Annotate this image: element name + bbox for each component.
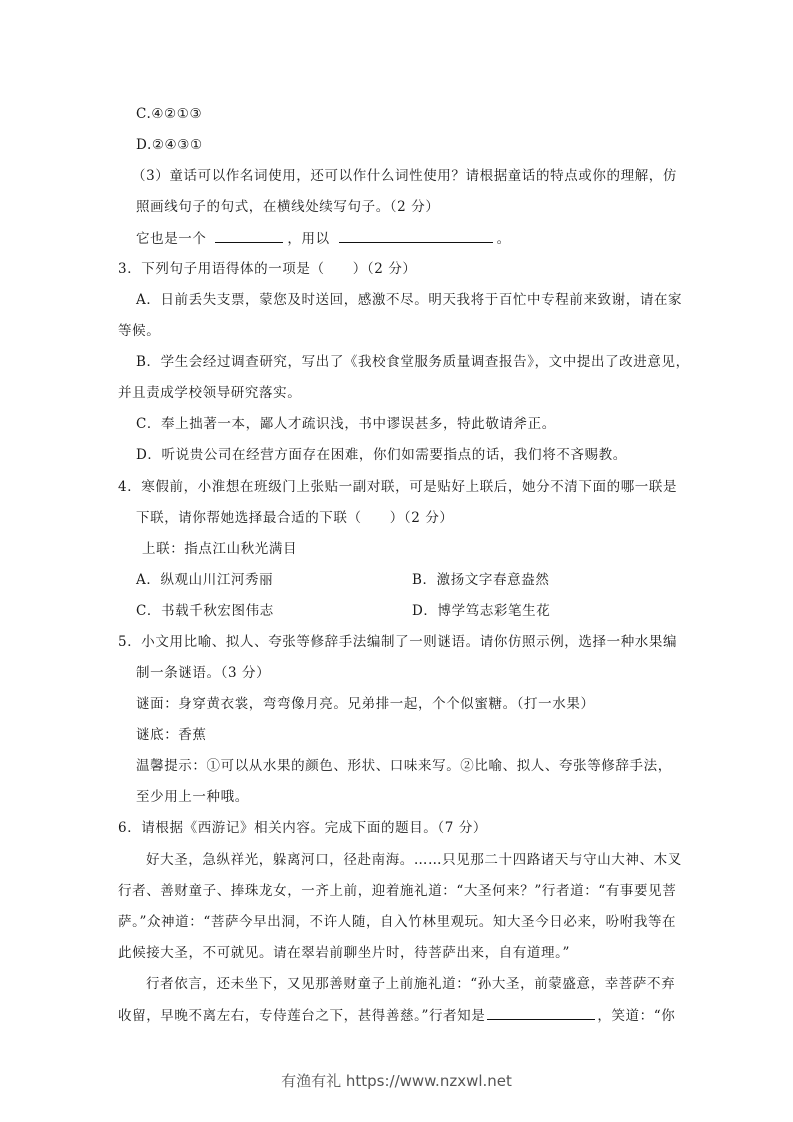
q2-sub3-line2: 照画线句子的句式，在横线处续写句子。（2 分） <box>136 199 440 215</box>
fill-prefix: 它也是一个 <box>136 231 207 247</box>
q3-option-c: C．奉上拙著一本，鄙人才疏识浅，书中谬误甚多，特此敬请斧正。 <box>136 416 556 432</box>
q4-stem-line2: 下联，请你帮她选择最合适的下联（ ）（2 分） <box>136 510 454 526</box>
q2-option-c: C.④②①③ <box>136 106 203 122</box>
q3-option-b-line2: 并且责成学校领导研究落实。 <box>118 385 302 401</box>
q6-passage1-line4: 此候接大圣，不可就见。请在翠岩前聊坐片时，待菩萨出来，自有道理。” <box>118 945 570 961</box>
q5-stem-line1: 5．小文用比喻、拟人、夸张等修辞手法编制了一则谜语。请你仿照示例，选择一种水果编 <box>118 634 678 650</box>
q6-fill-blank[interactable] <box>487 1005 595 1020</box>
q5-tip-line2: 至少用上一种哦。 <box>136 789 249 805</box>
q4-option-b: B．激扬文字春意盎然 <box>412 572 550 588</box>
q4-option-c: C．书载千秋宏图伟志 <box>136 603 274 619</box>
q4-stem-line1: 4．寒假前，小淮想在班级门上张贴一副对联，可是贴好上联后，她分不清下面的哪一联是 <box>118 479 678 495</box>
q2-fill-sentence <box>136 228 511 249</box>
q4-option-a: A．纵观山川江河秀丽 <box>136 572 274 588</box>
q5-riddle: 谜面：身穿黄衣裳，弯弯像月亮。兄弟排一起，个个似蜜糖。（打一水果） <box>136 696 595 712</box>
q3-option-b-line1: B．学生会经过调查研究，写出了《我校食堂服务质量调查报告》，文中提出了改进意见， <box>136 354 690 370</box>
q3-stem: 3．下列句子用语得体的一项是（ ）（2 分） <box>118 261 417 277</box>
q4-upper-couplet: 上联：指点江山秋光满目 <box>142 541 298 557</box>
q3-option-d: D．听说贵公司在经营方面存在困难，你们如需要指点的话，我们将不吝赐教。 <box>136 447 627 463</box>
fill-suffix: 。 <box>496 231 511 247</box>
q6-stem: 6．请根据《西游记》相关内容。完成下面的题目。（7 分） <box>118 820 488 836</box>
footer-watermark: 有渔有礼 https://www.nzxwl.net <box>281 1072 512 1090</box>
q6-passage2-suffix: ，笑道：“你 <box>597 1008 676 1024</box>
q6-passage2-line2 <box>118 1005 675 1026</box>
q5-answer: 谜底：香蕉 <box>136 727 207 743</box>
q4-option-d: D．博学笃志彩笔生花 <box>412 603 551 619</box>
q5-tip-line1: 温馨提示：①可以从水果的颜色、形状、口味来写。②比喻、拟人、夸张等修辞手法， <box>136 758 672 774</box>
fill-blank-2[interactable] <box>339 228 493 243</box>
q3-option-a-line2: 等候。 <box>118 323 161 339</box>
q5-stem-line2: 制一条谜语。（3 分） <box>136 665 271 681</box>
q6-passage1-line2: 行者、善财童子、捧珠龙女，一齐上前，迎着施礼道：“大圣何来？”行者道：“有事要见菩 <box>118 883 677 899</box>
fill-blank-1[interactable] <box>215 228 283 243</box>
q3-option-a-line1: A．日前丢失支票，蒙您及时送回，感激不尽。明天我将于百忙中专程前来致谢，请在家 <box>136 292 683 308</box>
q6-passage1-line3: 萨。”众神道：“菩萨今早出洞，不许人随，自入竹林里观玩。知大圣今日必来，吩咐我等在 <box>118 914 677 930</box>
fill-middle: ，用以 <box>287 231 330 247</box>
q6-passage1-line1: 好大圣，急纵祥光，躲离河口，径赴南海。……只见那二十四路诸天与守山大神、木叉 <box>146 852 682 868</box>
q6-passage2-prefix: 收留，早晚不离左右，专侍莲台之下，甚得善慈。”行者知是 <box>118 1008 486 1024</box>
q6-passage2-line1: 行者依言，还未坐下，又见那善财童子上前施礼道：“孙大圣，前蒙盛意，幸菩萨不弃 <box>146 976 676 992</box>
q2-option-d: D.②④③① <box>136 137 203 153</box>
q2-sub3-line1: （3）童话可以作名词使用，还可以作什么词性使用？请根据童话的特点或你的理解，仿 <box>132 168 677 184</box>
